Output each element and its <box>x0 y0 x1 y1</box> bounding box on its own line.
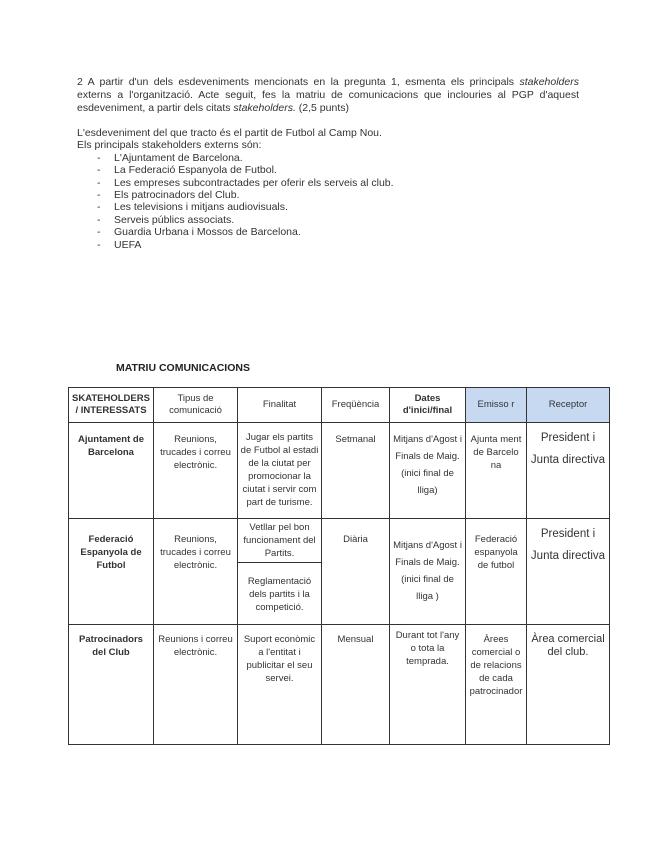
list-item: - Serveis públics associats. <box>77 214 597 226</box>
cell-finalitat: Suport econòmic a l'entitat i publicitar el seu servei. <box>238 625 322 745</box>
cell-emissor: Ajunta ment de Barcelo na <box>466 423 527 519</box>
answer-block <box>77 127 597 251</box>
stakeholder-list <box>77 152 597 251</box>
matrix-title: MATRIU COMUNICACIONS <box>116 362 250 374</box>
header-row <box>69 388 610 423</box>
col-header-dates: Dates d'inici/final <box>390 388 466 423</box>
list-item: - Les televisions i mitjans audiovisuals. <box>77 201 597 213</box>
cell-finalitat: Reglamentació dels partits i la competició. <box>238 563 322 625</box>
table-row <box>69 519 610 563</box>
table-row <box>69 625 610 745</box>
cell-frequencia: Setmanal <box>322 423 390 519</box>
cell-dates: Mitjans d'Agost i Finals de Maig. (inici final de lliga) <box>390 423 466 519</box>
list-item: - L'Ajuntament de Barcelona. <box>77 152 597 164</box>
cell-finalitat: Jugar els partits de Futbol al estadi de la ciutat per promocionar la ciutat i servir com part de turisme. <box>238 423 322 519</box>
col-header-tipus: Tipus de comunicació <box>154 388 238 423</box>
communications-matrix <box>68 387 610 745</box>
cell-frequencia: Mensual <box>322 625 390 745</box>
col-header-receptor: Receptor <box>527 388 610 423</box>
cell-frequencia: Diària <box>322 519 390 625</box>
cell-receptor: Àrea comercial del club. <box>527 625 610 745</box>
cell-receptor: President i Junta directiva <box>527 519 610 625</box>
cell-emissor: Federació espanyola de futbol <box>466 519 527 625</box>
list-item: - Guardia Urbana i Mossos de Barcelona. <box>77 226 597 238</box>
list-item: - La Federació Espanyola de Futbol. <box>77 164 597 176</box>
cell-emissor: Àrees comercial o de relacions de cada patrocinador <box>466 625 527 745</box>
answer-intro: L'esdeveniment del que tracto és el partit de Futbol al Camp Nou. <box>77 127 382 139</box>
cell-stakeholder: Ajuntament de Barcelona <box>69 423 154 519</box>
cell-tipus: Reunions, trucades i correu electrònic. <box>154 519 238 625</box>
cell-receptor: President i Junta directiva <box>527 423 610 519</box>
cell-finalitat: Vetllar pel bon funcionament del Partits. <box>238 519 322 563</box>
table-row <box>69 423 610 519</box>
list-item: - UEFA <box>77 239 597 251</box>
question-text: 2 A partir d'un dels esdeveniments mencionats en la pregunta 1, esmenta els principals stakeholders externs a l'organització. Acte seguit, fes la matriu de comunicacions que inclouries al PGP d'aquest esdeveniment, a partir dels citats stakeholders. (2,5 punts) <box>77 76 579 114</box>
list-item: - Les empreses subcontractades per oferir els serveis al club. <box>77 177 597 189</box>
col-header-finalitat: Finalitat <box>238 388 322 423</box>
col-header-emissor: Emisso r <box>466 388 527 423</box>
answer-stakeholders-heading: Els principals stakeholders externs són: <box>77 139 262 152</box>
col-header-frequencia: Freqüència <box>322 388 390 423</box>
list-item: - Els patrocinadors del Club. <box>77 189 597 201</box>
cell-stakeholder: Federació Espanyola de Futbol <box>69 519 154 625</box>
cell-dates: Mitjans d'Agost i Finals de Maig. (inici final de lliga ) <box>390 519 466 625</box>
cell-dates: Durant tot l'any o tota la temprada. <box>390 625 466 745</box>
cell-tipus: Reunions, trucades i correu electrònic. <box>154 423 238 519</box>
col-header-stakeholders: SKATEHOLDERS / INTERESSATS <box>69 388 154 423</box>
cell-tipus: Reunions i correu electrònic. <box>154 625 238 745</box>
cell-stakeholder: Patrocinadors del Club <box>69 625 154 745</box>
